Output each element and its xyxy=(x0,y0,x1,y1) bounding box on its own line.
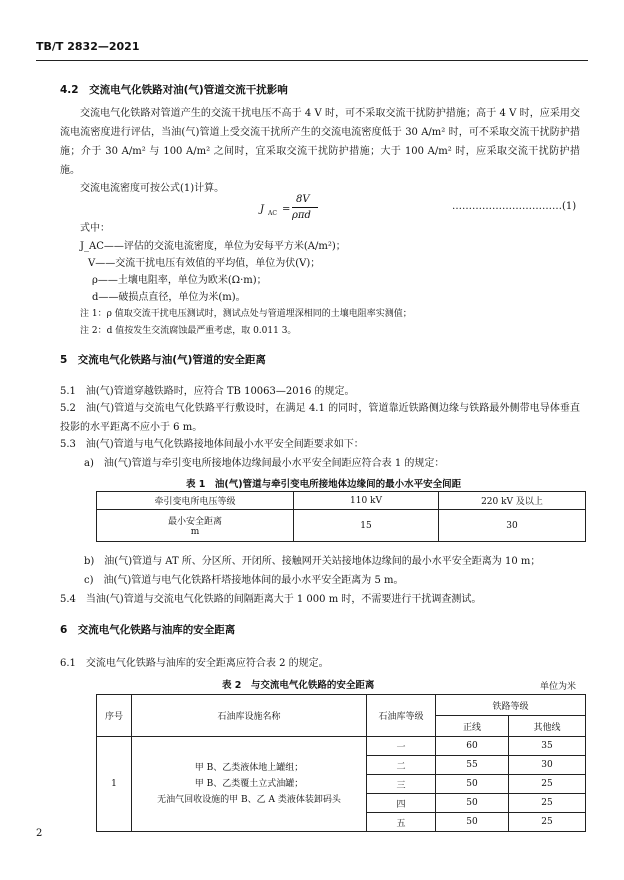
table-cell: 60 xyxy=(436,737,509,756)
table-header-cell: 序号 xyxy=(97,695,132,737)
cell-line: 甲 B、乙类覆土立式油罐； xyxy=(194,779,304,789)
formula-intro: 交流电流密度可按公式(1)计算。 xyxy=(80,183,225,194)
table-cell: 一 xyxy=(367,737,436,756)
where-label: 式中： xyxy=(80,223,110,234)
table-2-unit: 单位为米 xyxy=(540,682,577,692)
table-cell: 25 xyxy=(509,813,586,832)
table-cell: 15 xyxy=(294,510,439,542)
table-cell: 110 kV xyxy=(294,492,439,510)
definition-item: V——交流干扰电压有效值的平均值，单位为伏(V)； xyxy=(88,258,321,269)
table-header-cell: 铁路等级 xyxy=(436,695,586,716)
table-header-cell: 石油库等级 xyxy=(367,695,436,737)
cell-line: 甲 B、乙类液体地上罐组； xyxy=(194,763,304,773)
section-5-title: 5 交流电气化铁路与油(气)管道的安全距离 xyxy=(60,354,266,366)
definition-item: ρ——土壤电阻率，单位为欧米(Ω·m)； xyxy=(92,275,267,286)
section-4-2-title: 4.2 交流电气化铁路对油(气)管道交流干扰影响 xyxy=(60,84,288,96)
table-cell: 二 xyxy=(367,756,436,775)
table-cell: 30 xyxy=(439,510,586,542)
definition-item: d——破损点直径，单位为米(m)。 xyxy=(92,292,246,303)
table-cell: 220 kV 及以上 xyxy=(439,492,586,510)
clause-5-3-c: c) 油(气)管道与电气化铁路杆塔接地体间的最小水平安全距离为 5 m。 xyxy=(84,575,404,586)
cell-line: 无油气回收设施的甲 B、乙 A 类液体装卸码头 xyxy=(157,795,341,805)
definition-item: J_AC——评估的交流电流密度，单位为安每平方米(A/m²)； xyxy=(80,241,346,252)
note-2: 注 2：d 值按发生交流腐蚀最严重考虑，取 0.011 3。 xyxy=(80,326,297,336)
table-2 xyxy=(96,694,586,832)
cell-line: m xyxy=(190,527,200,537)
table-cell xyxy=(97,510,294,542)
table-header-cell: 正线 xyxy=(436,716,509,737)
formula-subscript: AC xyxy=(268,210,277,217)
table-cell: 50 xyxy=(436,794,509,813)
clause-5-2: 5.2 油(气)管道与交流电气化铁路平行敷设时，在满足 4.1 的同时，管道靠近铁路侧边缘与铁路最外侧带电导体垂直投影的水平距离不应小于 6 m。 xyxy=(60,403,580,433)
cell-line: 最小安全距离 xyxy=(167,517,222,527)
table-cell: 55 xyxy=(436,756,509,775)
clause-5-3: 5.3 油(气)管道与电气化铁路接地体间最小水平安全间距要求如下： xyxy=(60,439,364,450)
table-2-title: 表 2 与交流电气化铁路的安全距离 xyxy=(222,680,375,691)
clause-5-1: 5.1 油(气)管道穿越铁路时，应符合 TB 10063—2016 的规定。 xyxy=(60,386,355,397)
table-cell: 25 xyxy=(509,775,586,794)
formula-label: ……………………………(1) xyxy=(452,201,577,212)
table-cell: 1 xyxy=(97,737,132,832)
table-cell: 35 xyxy=(509,737,586,756)
table-header-cell: 石油库设施名称 xyxy=(132,695,367,737)
table-cell: 五 xyxy=(367,813,436,832)
table-cell: 牵引变电所电压等级 xyxy=(97,492,294,510)
table-1-title: 表 1 油(气)管道与牵引变电所接地体边缘间的最小水平安全间距 xyxy=(186,479,462,490)
section-4-2-paragraph: 交流电气化铁路对管道产生的交流干扰电压不高于 4 V 时，可不采取交流干扰防护措施；高于 4 V 时，应采用交流电流密度进行评估，当油(气)管道上受交流干扰所产生的交流电流密度低于 30 A/m² 时，可不采取交流干扰防护措施；介于 30 A/m² 与 100 A/m² 之间时，宜采取交流干扰防护措施；大于 100 A/m² 时，应采取交流干扰防护措施。 xyxy=(60,108,580,176)
table-header-cell: 其他线 xyxy=(509,716,586,737)
table-cell: 三 xyxy=(367,775,436,794)
formula-lhs: J xyxy=(260,204,265,215)
table-1 xyxy=(96,491,586,542)
table-cell: 四 xyxy=(367,794,436,813)
table-cell xyxy=(132,737,367,832)
table-cell: 25 xyxy=(509,794,586,813)
section-6-title: 6 交流电气化铁路与油库的安全距离 xyxy=(60,624,236,636)
clause-5-4: 5.4 当油(气)管道与交流电气化铁路的间隔距离大于 1 000 m 时，不需要进行干扰调查测试。 xyxy=(60,594,482,605)
header-rule xyxy=(36,60,588,61)
table-cell: 30 xyxy=(509,756,586,775)
table-cell: 50 xyxy=(436,775,509,794)
page-number: 2 xyxy=(36,828,43,839)
formula-numerator: 8V xyxy=(296,194,310,205)
formula-denominator: ρπd xyxy=(292,210,311,221)
table-cell: 50 xyxy=(436,813,509,832)
document-header: TB/T 2832—2021 xyxy=(36,40,140,53)
clause-5-3-a: a) 油(气)管道与牵引变电所接地体边缘间最小水平安全间距应符合表 1 的规定： xyxy=(84,458,445,469)
note-1: 注 1：ρ 值取交流干扰电压测试时，测试点处与管道埋深相同的土壤电阻率实测值； xyxy=(80,309,412,319)
clause-5-3-b: b) 油(气)管道与 AT 所、分区所、开闭所、接触网开关站接地体边缘间的最小水平安全距离为 10 m； xyxy=(84,556,541,567)
clause-6-1: 6.1 交流电气化铁路与油库的安全距离应符合表 2 的规定。 xyxy=(60,658,329,669)
